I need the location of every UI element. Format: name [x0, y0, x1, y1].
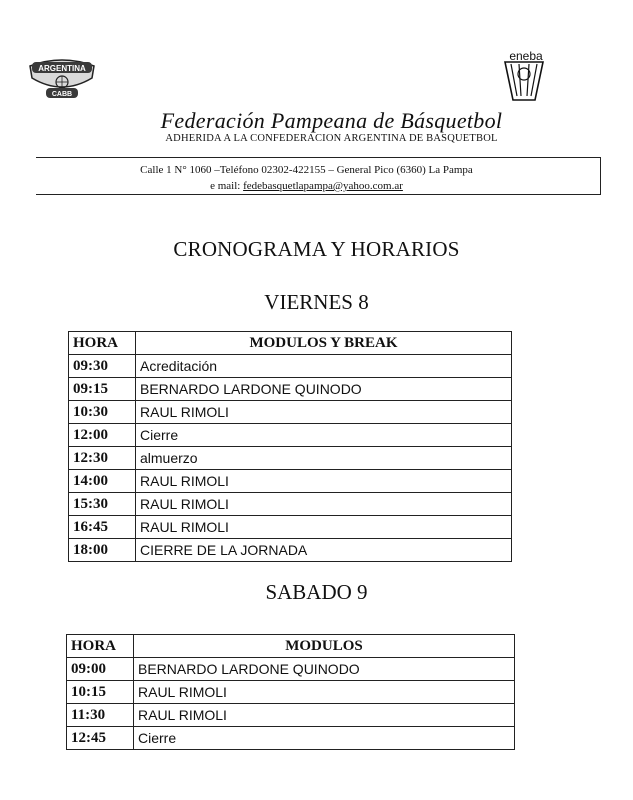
email-label: e mail: — [210, 180, 244, 192]
hora-cell: 15:30 — [69, 493, 136, 516]
modulo-cell: RAUL RIMOLI — [136, 470, 512, 493]
schedule-table-sabado — [66, 634, 515, 750]
federation-subtitle: ADHERIDA A LA CONFEDERACION ARGENTINA DE BASQUETBOL — [165, 133, 498, 144]
table-header-row — [67, 635, 515, 658]
address-line: Calle 1 N° 1060 –Teléfono 02302-422155 – General Pico (6360) La Pampa — [140, 164, 473, 176]
modulo-cell: Acreditación — [136, 355, 512, 378]
hora-cell: 09:15 — [69, 378, 136, 401]
modulo-cell: Cierre — [136, 424, 512, 447]
table-row — [67, 704, 515, 727]
table-row — [69, 424, 512, 447]
col-modulos-header: MODULOS — [134, 635, 515, 658]
hora-cell: 10:30 — [69, 401, 136, 424]
email-link[interactable]: fedebasquetlapampa@yahoo.com.ar — [243, 180, 403, 192]
table-row — [69, 401, 512, 424]
day-title-viernes: VIERNES 8 — [264, 290, 369, 314]
email-line — [0, 180, 633, 192]
modulo-cell: Cierre — [134, 727, 515, 750]
modulo-cell: RAUL RIMOLI — [136, 516, 512, 539]
hora-cell: 10:15 — [67, 681, 134, 704]
cabb-logo-sub: CABB — [51, 91, 73, 98]
hora-cell: 09:00 — [67, 658, 134, 681]
modulo-cell: RAUL RIMOLI — [136, 401, 512, 424]
table-row — [69, 493, 512, 516]
eneba-logo-text: eneba — [509, 49, 543, 63]
table-row — [69, 355, 512, 378]
modulo-cell: BERNARDO LARDONE QUINODO — [136, 378, 512, 401]
schedule-table-viernes — [68, 331, 512, 562]
table-row — [69, 539, 512, 562]
table-row — [69, 447, 512, 470]
modulo-cell: RAUL RIMOLI — [136, 493, 512, 516]
table-row — [69, 470, 512, 493]
hora-cell: 12:30 — [69, 447, 136, 470]
federation-name: Federación Pampeana de Básquetbol — [160, 108, 503, 133]
eneba-logo — [495, 48, 553, 106]
table-row — [69, 378, 512, 401]
hora-cell: 12:45 — [67, 727, 134, 750]
table-header-row — [69, 332, 512, 355]
hora-cell: 18:00 — [69, 539, 136, 562]
hora-cell: 16:45 — [69, 516, 136, 539]
modulo-cell: CIERRE DE LA JORNADA — [136, 539, 512, 562]
cabb-logo-text: ARGENTINA — [38, 64, 86, 73]
day-title-sabado: SABADO 9 — [265, 580, 368, 604]
modulo-cell: RAUL RIMOLI — [134, 681, 515, 704]
col-hora-header: HORA — [67, 635, 134, 658]
modulo-cell: almuerzo — [136, 447, 512, 470]
hora-cell: 11:30 — [67, 704, 134, 727]
table-row — [67, 658, 515, 681]
table-row — [67, 727, 515, 750]
hora-cell: 09:30 — [69, 355, 136, 378]
modulo-cell: RAUL RIMOLI — [134, 704, 515, 727]
page-title: CRONOGRAMA Y HORARIOS — [173, 237, 460, 261]
hora-cell: 12:00 — [69, 424, 136, 447]
cabb-logo — [26, 52, 98, 102]
table-row — [67, 681, 515, 704]
col-modulos-header: MODULOS Y BREAK — [136, 332, 512, 355]
hora-cell: 14:00 — [69, 470, 136, 493]
col-hora-header: HORA — [69, 332, 136, 355]
table-row — [69, 516, 512, 539]
modulo-cell: BERNARDO LARDONE QUINODO — [134, 658, 515, 681]
